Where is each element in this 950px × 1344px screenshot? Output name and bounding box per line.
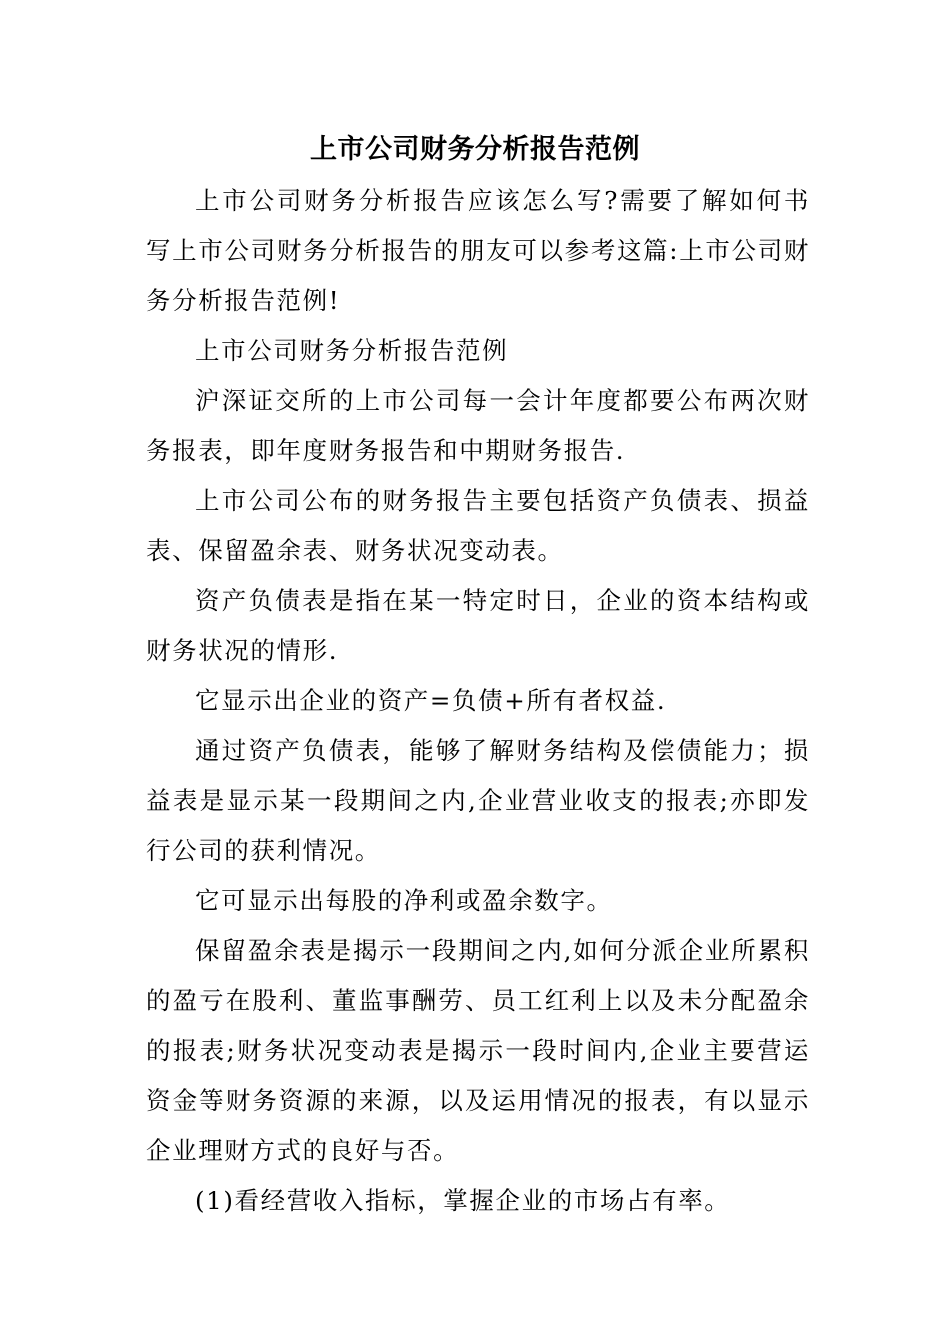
paragraph-retained-earnings: 保留盈余表是揭示一段期间之内,如何分派企业所累积的盈亏在股利、董监事酬劳、员工红利上以及未分配盈余的报表;财务状况变动表是揭示一段时间内,企业主要营运资金等财务资源的来源，以及运用情况的报表，有以显示企业理财方式的良好与否。 [146,936,810,1165]
paragraph-report-contents: 上市公司公布的财务报告主要包括资产负债表、损益表、保留盈余表、财务状况变动表。 [146,486,810,565]
paragraph-reporting-frequency: 沪深证交所的上市公司每一会计年度都要公布两次财务报表，即年度财务报告和中期财务报告. [146,386,810,465]
paragraph-balance-sheet: 资产负债表是指在某一特定时日，企业的资本结构或财务状况的情形. [146,586,810,665]
paragraph-point-1: (1)看经营收入指标，掌握企业的市场占有率。 [195,1186,731,1215]
document-body [146,176,810,1226]
paragraph-accounting-equation: 它显示出企业的资产=负债+所有者权益. [195,686,667,715]
paragraph-subtitle: 上市公司财务分析报告范例 [195,336,509,365]
paragraph-intro: 上市公司财务分析报告应该怎么写?需要了解如何书写上市公司财务分析报告的朋友可以参考这篇:上市公司财务分析报告范例! [146,186,810,315]
paragraph-income-statement: 通过资产负债表，能够了解财务结构及偿债能力；损益表是显示某一段期间之内,企业营业收支的报表;亦即发行公司的获利情况。 [146,736,810,865]
document-title: 上市公司财务分析报告范例 [310,134,640,165]
paragraph-earnings-per-share: 它可显示出每股的净利或盈余数字。 [195,886,613,915]
